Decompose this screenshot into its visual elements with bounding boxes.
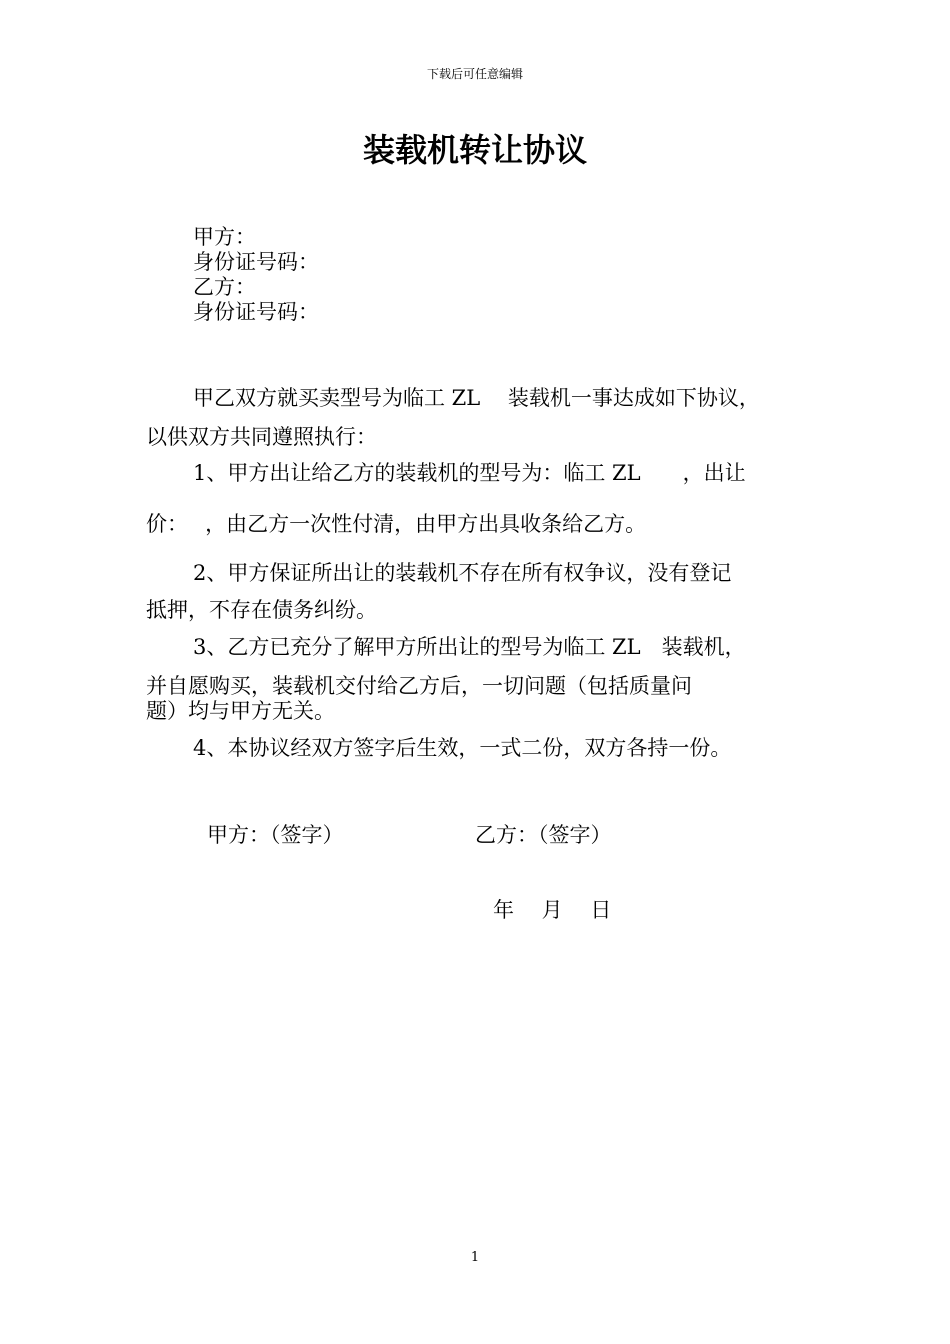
intro-line-2: 以供双方共同遵照执行： bbox=[146, 425, 377, 449]
clause-2-line-2: 抵押，不存在债务纠纷。 bbox=[146, 598, 377, 622]
party-b-label: 乙方： bbox=[193, 275, 256, 299]
page-number: 1 bbox=[470, 1250, 480, 1265]
clause-3-line-3: 题）均与甲方无关。 bbox=[146, 699, 335, 723]
party-a-id-label: 身份证号码： bbox=[193, 250, 319, 274]
signature-date: 年 月 日 bbox=[493, 898, 612, 922]
party-a-signature: 甲方：（签字） bbox=[207, 823, 344, 847]
party-b-id-label: 身份证号码： bbox=[193, 300, 319, 324]
party-b-signature: 乙方：（签字） bbox=[475, 823, 612, 847]
intro-line-1: 甲乙双方就买卖型号为临工 ZL 装载机一事达成如下协议， bbox=[193, 386, 760, 410]
document-title: 装载机转让协议 bbox=[362, 131, 587, 169]
clause-4-line-1: 4、本协议经双方签字后生效，一式二份，双方各持一份。 bbox=[193, 736, 732, 760]
clause-1-line-1: 1、甲方出让给乙方的装载机的型号为：临工 ZL ，出让 bbox=[193, 461, 746, 485]
party-a-label: 甲方： bbox=[193, 225, 256, 249]
header-note: 下载后可任意编辑 bbox=[426, 67, 523, 81]
clause-3-line-2: 并自愿购买，装载机交付给乙方后，一切问题（包括质量问 bbox=[146, 674, 692, 698]
clause-2-line-1: 2、甲方保证所出让的装载机不存在所有权争议，没有登记 bbox=[193, 561, 732, 585]
clause-3-line-1: 3、乙方已充分了解甲方所出让的型号为临工 ZL 装载机， bbox=[193, 635, 746, 659]
clause-1-line-2: 价： ，由乙方一次性付清，由甲方出具收条给乙方。 bbox=[146, 512, 647, 536]
